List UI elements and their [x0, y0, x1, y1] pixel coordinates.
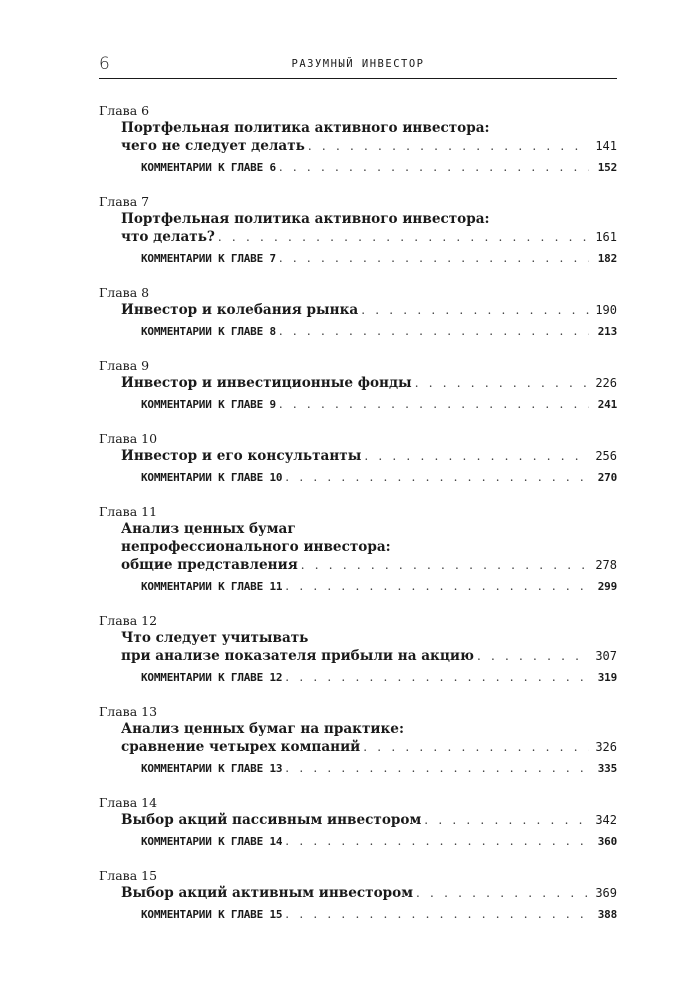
toc-comment-entry[interactable]	[99, 466, 617, 489]
page-ref: 360	[597, 835, 617, 848]
page-ref: 256	[595, 449, 617, 463]
leader-dots	[308, 137, 589, 156]
comment-title: КОММЕНТАРИИ К ГЛАВЕ 8	[141, 325, 276, 338]
toc-chapter	[99, 357, 617, 416]
chapter-title: Выбор акций пассивным инвестором	[121, 812, 422, 828]
chapter-label: Глава 10	[99, 431, 158, 446]
leader-dots	[415, 374, 589, 393]
chapter-label: Глава 8	[99, 285, 150, 300]
toc-comment-entry[interactable]	[99, 757, 617, 780]
toc-entry[interactable]	[99, 137, 617, 156]
leader-dots	[285, 466, 589, 489]
toc-entry[interactable]	[99, 811, 617, 830]
toc-chapter	[99, 867, 617, 926]
toc-entry[interactable]	[99, 556, 617, 575]
toc-comment-entry[interactable]	[99, 320, 617, 343]
page-ref: 307	[595, 649, 617, 663]
toc-chapter	[99, 612, 617, 689]
table-of-contents	[99, 102, 617, 940]
comment-title: КОММЕНТАРИИ К ГЛАВЕ 9	[141, 398, 276, 411]
page-ref: 226	[595, 376, 617, 390]
toc-comment-entry[interactable]	[99, 247, 617, 270]
page-ref: 213	[597, 325, 617, 338]
leader-dots	[285, 666, 589, 689]
leader-dots	[279, 393, 589, 416]
page-ref: 326	[595, 740, 617, 754]
chapter-label: Глава 15	[99, 868, 158, 883]
toc-entry[interactable]	[99, 228, 617, 247]
chapter-title: сравнение четырех компаний	[121, 739, 361, 755]
comment-title: КОММЕНТАРИИ К ГЛАВЕ 6	[141, 161, 276, 174]
toc-chapter	[99, 284, 617, 343]
chapter-title-line: Анализ ценных бумаг	[121, 521, 296, 537]
toc-chapter	[99, 503, 617, 598]
comment-title: КОММЕНТАРИИ К ГЛАВЕ 13	[141, 762, 283, 775]
toc-entry[interactable]	[99, 884, 617, 903]
toc-chapter	[99, 703, 617, 780]
page-ref: 342	[595, 813, 617, 827]
leader-dots	[424, 811, 589, 830]
chapter-title: Инвестор и инвестиционные фонды	[121, 375, 412, 391]
page-number: 6	[99, 54, 110, 74]
comment-title: КОММЕНТАРИИ К ГЛАВЕ 12	[141, 671, 283, 684]
toc-chapter	[99, 430, 617, 489]
comment-title: КОММЕНТАРИИ К ГЛАВЕ 11	[141, 580, 283, 593]
toc-comment-entry[interactable]	[99, 666, 617, 689]
chapter-title: Инвестор и колебания рынка	[121, 302, 359, 318]
page-ref: 335	[597, 762, 617, 775]
page-ref: 152	[597, 161, 617, 174]
toc-entry[interactable]	[99, 647, 617, 666]
page-ref: 388	[597, 908, 617, 921]
leader-dots	[279, 247, 589, 270]
leader-dots	[279, 156, 589, 179]
page-ref: 299	[597, 580, 617, 593]
chapter-title-line: Что следует учитывать	[121, 630, 309, 646]
chapter-title: что делать?	[121, 229, 215, 245]
leader-dots	[477, 647, 589, 666]
chapter-label: Глава 13	[99, 704, 158, 719]
chapter-title: Выбор акций активным инвестором	[121, 885, 414, 901]
page-ref: 278	[595, 558, 617, 572]
running-title: РАЗУМНЫЙ ИНВЕСТОР	[291, 58, 425, 70]
chapter-title-line: Анализ ценных бумаг на практике:	[121, 721, 404, 737]
toc-chapter	[99, 794, 617, 853]
chapter-title-line: непрофессионального инвестора:	[121, 539, 391, 555]
page-ref: 161	[595, 230, 617, 244]
page-ref: 319	[597, 671, 617, 684]
comment-title: КОММЕНТАРИИ К ГЛАВЕ 10	[141, 471, 283, 484]
chapter-title: общие представления	[121, 557, 298, 573]
toc-comment-entry[interactable]	[99, 903, 617, 926]
page-ref: 270	[597, 471, 617, 484]
comment-title: КОММЕНТАРИИ К ГЛАВЕ 15	[141, 908, 283, 921]
toc-comment-entry[interactable]	[99, 830, 617, 853]
toc-entry[interactable]	[99, 738, 617, 757]
chapter-title-line: Портфельная политика активного инвестора:	[121, 120, 490, 136]
leader-dots	[279, 320, 589, 343]
chapter-title: чего не следует делать	[121, 138, 305, 154]
leader-dots	[416, 884, 589, 903]
comment-title: КОММЕНТАРИИ К ГЛАВЕ 14	[141, 835, 283, 848]
chapter-label: Глава 14	[99, 795, 158, 810]
page-ref: 190	[595, 303, 617, 317]
chapter-label: Глава 6	[99, 103, 150, 118]
chapter-title: при анализе показателя прибыли на акцию	[121, 648, 474, 664]
toc-entry[interactable]	[99, 301, 617, 320]
chapter-title-line: Портфельная политика активного инвестора:	[121, 211, 490, 227]
leader-dots	[363, 738, 589, 757]
leader-dots	[285, 830, 589, 853]
chapter-label: Глава 7	[99, 194, 150, 209]
leader-dots	[285, 903, 589, 926]
chapter-label: Глава 11	[99, 504, 158, 519]
chapter-label: Глава 12	[99, 613, 158, 628]
page-ref: 182	[597, 252, 617, 265]
chapter-title: Инвестор и его консультанты	[121, 448, 362, 464]
page-ref: 141	[595, 139, 617, 153]
chapter-label: Глава 9	[99, 358, 150, 373]
comment-title: КОММЕНТАРИИ К ГЛАВЕ 7	[141, 252, 276, 265]
toc-entry[interactable]	[99, 447, 617, 466]
toc-chapter	[99, 193, 617, 270]
toc-chapter	[99, 102, 617, 179]
toc-comment-entry[interactable]	[99, 393, 617, 416]
leader-dots	[285, 575, 589, 598]
toc-comment-entry[interactable]	[99, 575, 617, 598]
toc-entry[interactable]	[99, 374, 617, 393]
toc-comment-entry[interactable]	[99, 156, 617, 179]
page-ref: 241	[597, 398, 617, 411]
page-header	[99, 52, 617, 79]
leader-dots	[285, 757, 589, 780]
leader-dots	[301, 556, 589, 575]
leader-dots	[364, 447, 589, 466]
leader-dots	[218, 228, 589, 247]
page-ref: 369	[595, 886, 617, 900]
leader-dots	[361, 301, 589, 320]
